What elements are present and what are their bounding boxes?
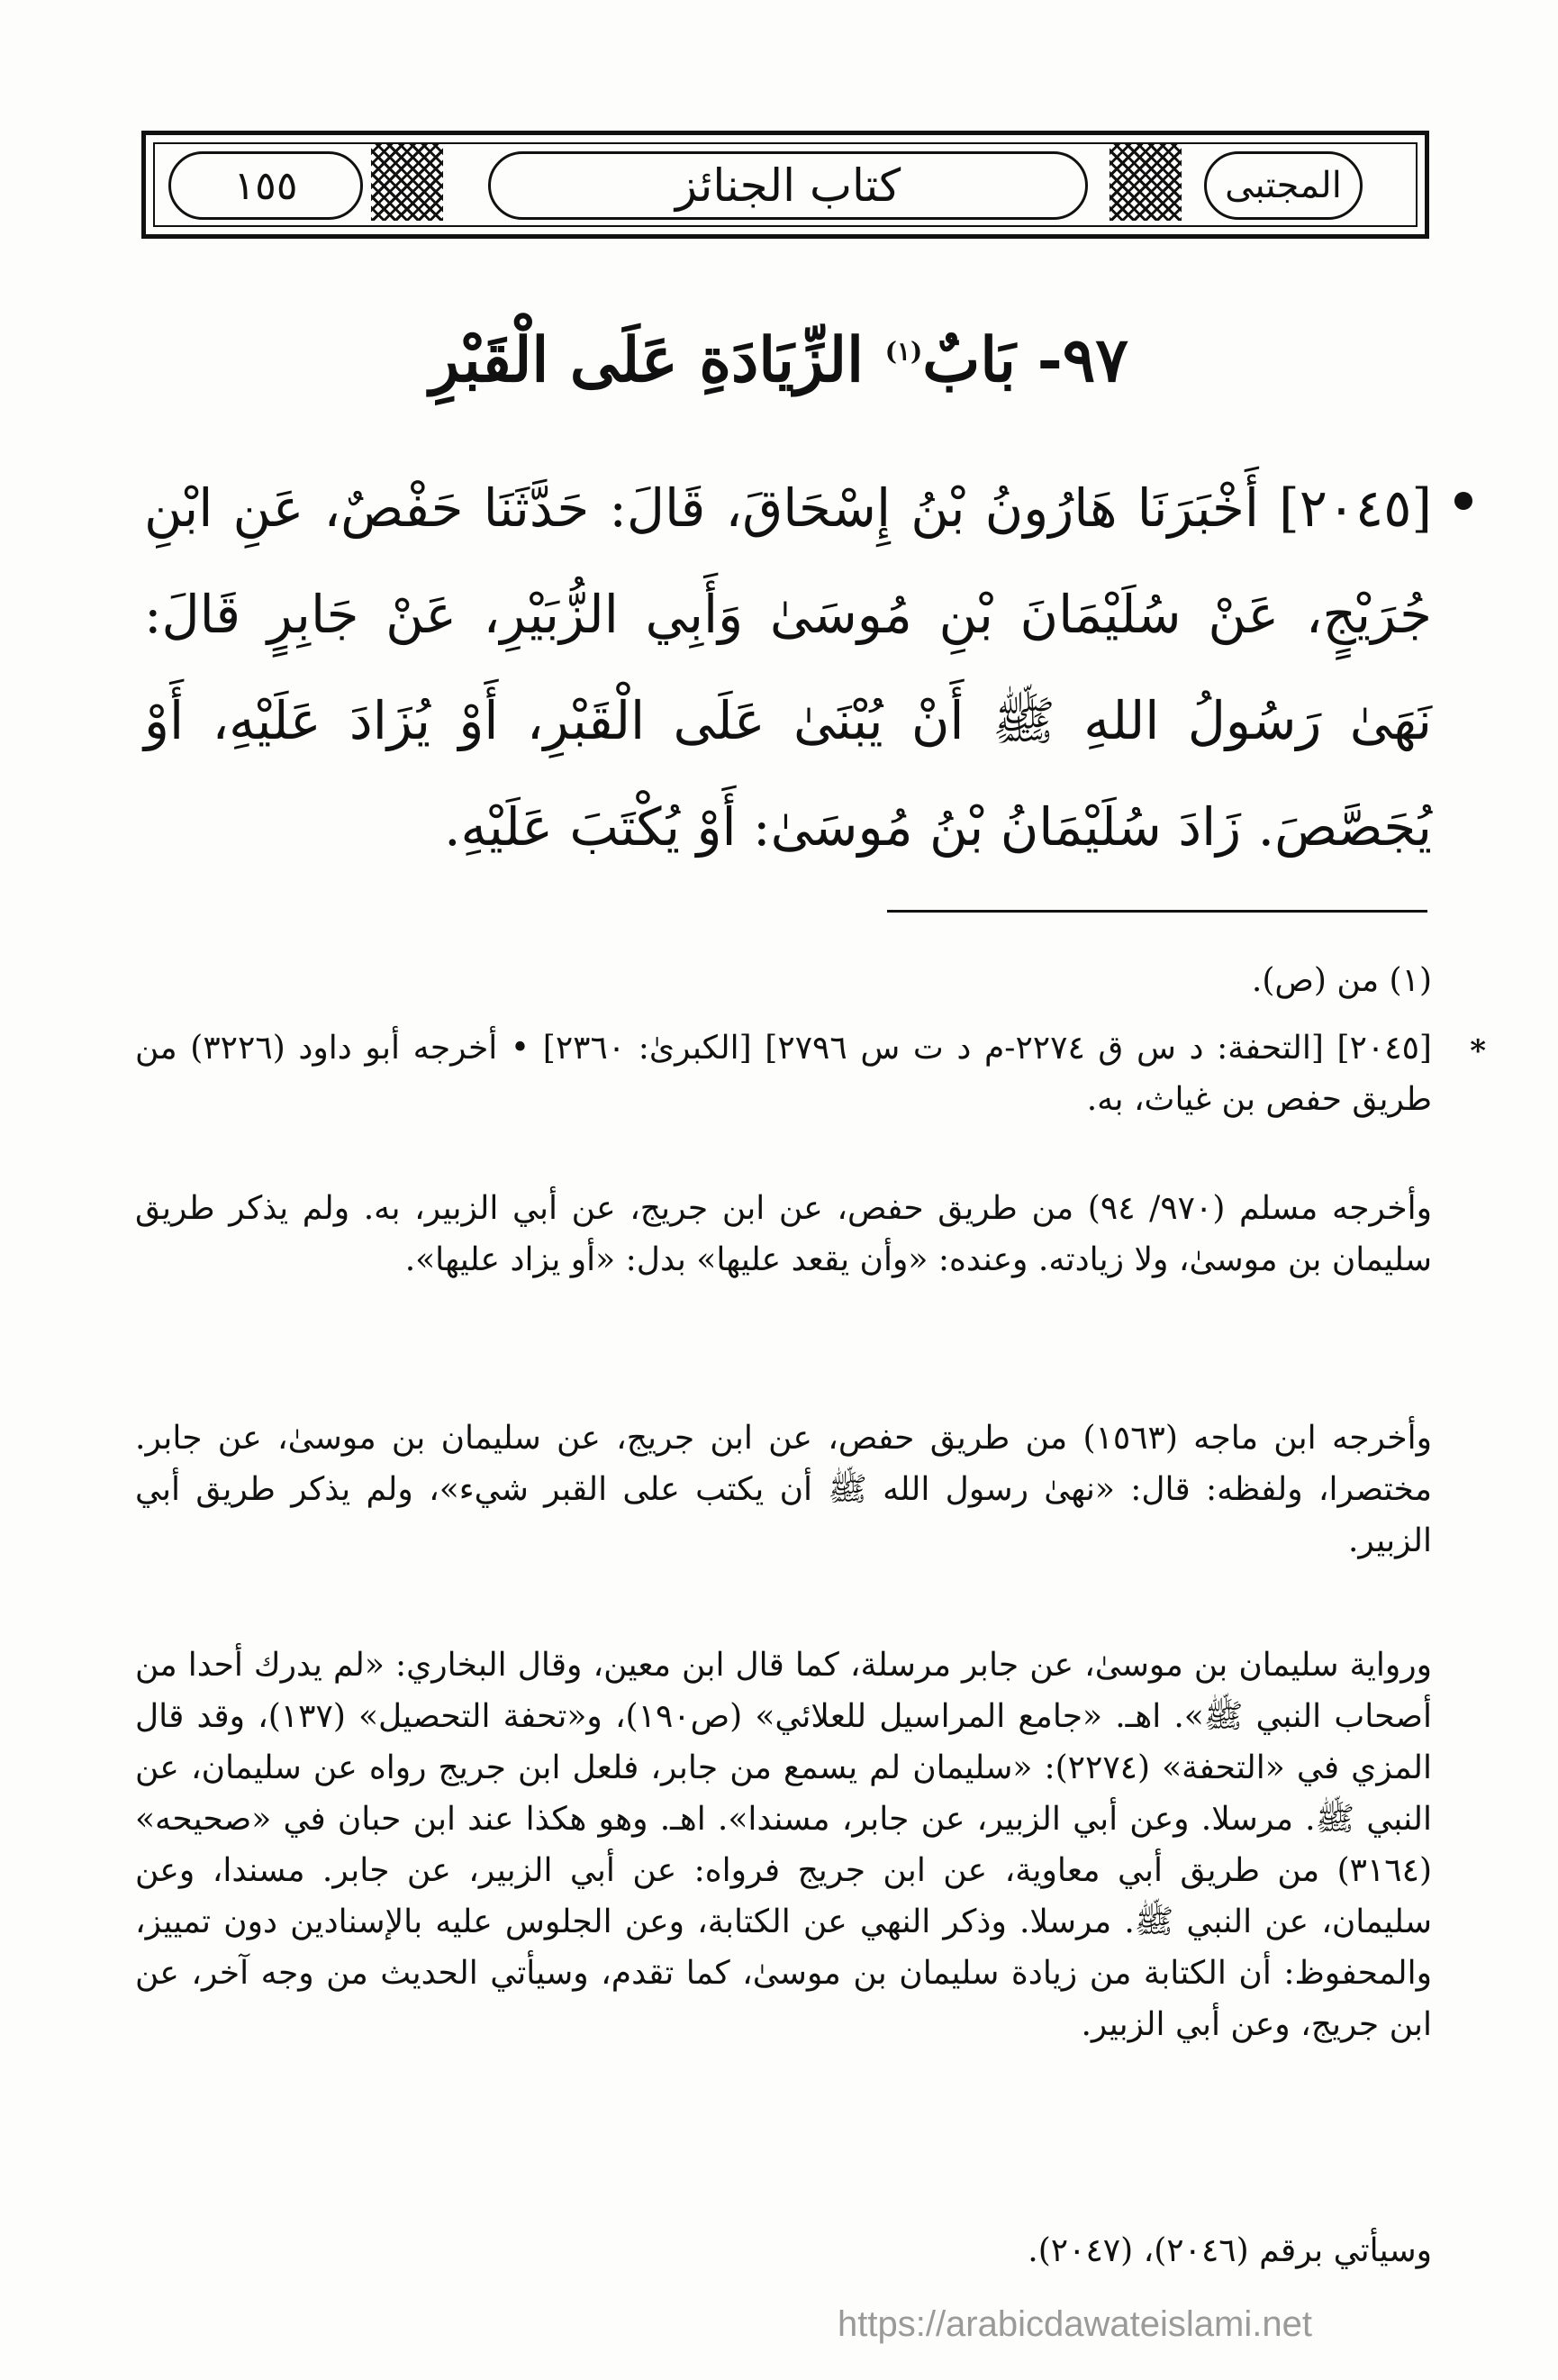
footnote-1: (١) من (ص). [1251,962,1432,999]
takhrij-heading: [٢٠٤٥] [التحفة: د س ق ٢٢٧٤-م د ت س ٢٧٩٦] [الكبرىٰ: ٢٣٦٠] • أخرجه أبو داود (٣٢٢٦) من طريق حفص بن غياث، به. [135,1030,1432,1118]
book-name: المجتبى [1204,151,1363,220]
page-number: ١٥٥ [168,151,363,220]
footnote-marker: (١) [884,336,923,367]
ornament-right [1110,144,1182,221]
takhrij-paragraph-ibn-majah: وأخرجه ابن ماجه (١٥٦٣) من طريق حفص، عن ابن جريج، عن سليمان بن موسىٰ، عن جابر. مختصرا، ولفظه: قال: «نهىٰ رسول الله ﷺ أن يكتب على القبر شيء»، ولم يذكر طريق أبي الزبير. [135,1420,1433,1559]
asterisk-icon: * [1470,1033,1486,1069]
hadith-text: [٢٠٤٥] أَخْبَرَنَا هَارُونُ بْنُ إِسْحَاقَ، قَالَ: حَدَّثَنَا حَفْصٌ، عَنِ ابْنِ جُرَيْجٍ، عَنْ سُلَيْمَانَ بْنِ مُوسَىٰ وَأَبِي الزُّبَيْرِ، عَنْ جَابِرٍ قَالَ: نَهَىٰ رَسُولُ اللهِ ﷺ أَنْ يُبْنَىٰ عَلَى الْقَبْرِ، أَوْ يُزَادَ عَلَيْهِ، أَوْ يُجَصَّصَ. زَادَ سُلَيْمَانُ بْنُ مُوسَىٰ: أَوْ يُكْتَبَ عَلَيْهِ. [144,477,1432,858]
cross-reference: وسيأتي برقم (٢٠٤٦)، (٢٠٤٧). [1028,2232,1432,2269]
chapter-title: ٩٧- بَابٌ$^{(١)}$ الزِّيَادَةِ عَلَى الْقَبْرِ [430,324,1128,396]
watermark: https://arabicdawateislami.net [838,2304,1312,2344]
book-section-title: كتاب الجنائز [488,151,1088,220]
takhrij-paragraph-isnad: ورواية سليمان بن موسىٰ، عن جابر مرسلة، كما قال ابن معين، وقال البخاري: «لم يدرك أحدا من أصحاب النبي ﷺ». اهـ. «جامع المراسيل للعلائي» (ص١٩٠)، و«تحفة التحصيل» (١٣٧)، وقد قال المزي في «التحفة» (٢٢٧٤): «سليمان لم يسمع من جابر، فلعل ابن جريج رواه عن سليمان، عن النبي ﷺ. مرسلا. وعن أبي الزبير، عن جابر، مسندا». اهـ. وهو هكذا عند ابن حبان في «صحيحه» (٣١٦٤) من طريق أبي معاوية، عن ابن جريج فرواه: عن أبي الزبير، عن جابر. مسندا، وعن سليمان، عن النبي ﷺ. مرسلا. وذكر النهي عن الكتابة، وعن الجلوس عليه بالإسنادين دون تمييز، والمحفوظ: أن الكتابة من زيادة سليمان بن موسىٰ، كما تقدم، وسيأتي الحديث من وجه آخر، عن ابن جريج، وعن أبي الزبير. [135,1647,1433,2043]
takhrij-paragraph-muslim: وأخرجه مسلم (٩٧٠/ ٩٤) من طريق حفص، عن ابن جريج، عن أبي الزبير، به. ولم يذكر طريق سليمان بن موسىٰ، ولا زيادته. وعنده: «وأن يقعد عليها» بدل: «أو يزاد عليها». [135,1190,1432,1278]
footnote-divider [887,910,1427,913]
bullet-icon [1454,492,1472,510]
page-header-frame [141,131,1429,239]
ornament-left [371,144,443,221]
